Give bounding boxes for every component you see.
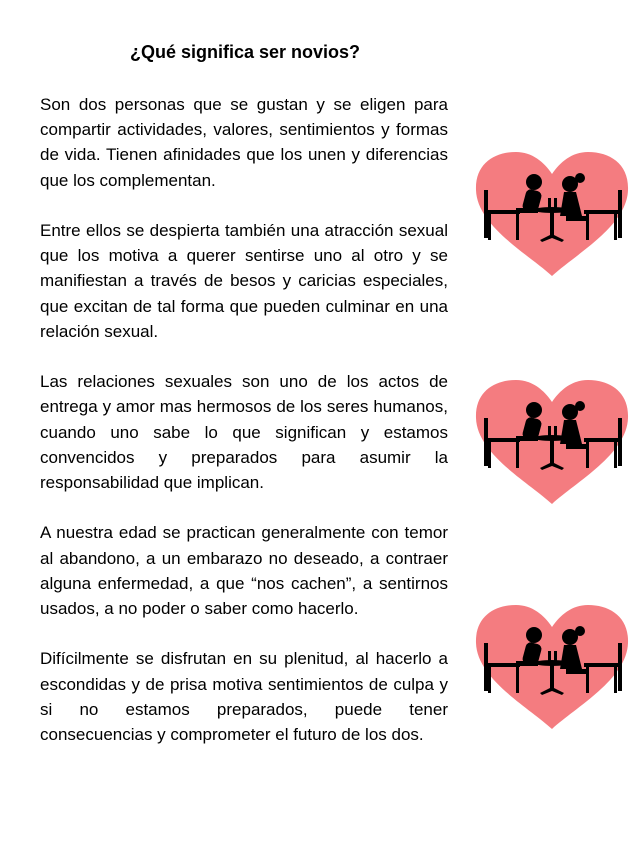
paragraph-4: A nuestra edad se practican generalmente con temor al abandono, a un embarazo no deseado, a contraer alguna enfermedad, a que “nos cachen”, a sentirnos usados, a no poder o saber como hacerlo. — [40, 523, 448, 619]
heart-couple-kissing-icon — [472, 603, 632, 729]
paragraph-1: Son dos personas que se gustan y se eligen para compartir actividades, valores, sentimientos y formas de vida. Tienen afinidades que los unen y diferencias que los complementan. — [40, 95, 448, 190]
paragraph-5: Difícilmente se disfrutan en su plenitud, al hacerlo a escondidas y de prisa motiva sentimientos de culpa y si no estamos preparados, puede tener consecuencias y comprometer el futuro de los dos. — [40, 649, 448, 745]
page-title: ¿Qué significa ser novios? — [129, 42, 361, 62]
heart-couple-kissing-icon — [472, 150, 632, 276]
heart-couple-kissing-icon — [472, 378, 632, 504]
paragraph-3: Las relaciones sexuales son uno de los actos de entrega y amor mas hermosos de los seres humanos, cuando uno sabe lo que significan y estamos convencidos y preparados para asumir la responsabilidad que implican. — [40, 372, 448, 493]
paragraph-2: Entre ellos se despierta también una atracción sexual que los motiva a querer sentirse uno al otro y se manifiestan a través de besos y caricias especiales, que excitan de tal forma que pueden culminar en una relación sexual. — [40, 221, 448, 341]
body-text — [40, 92, 448, 772]
